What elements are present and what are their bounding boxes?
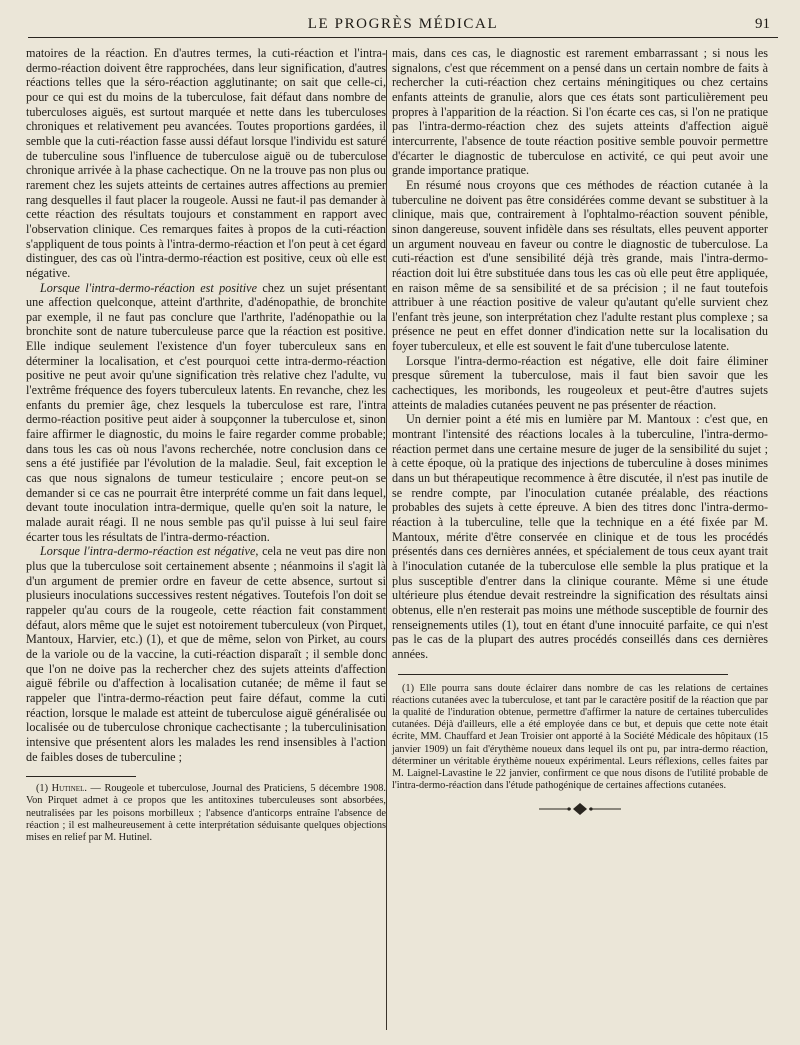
left-footnote-number: (1) (36, 783, 52, 795)
right-paragraph-2: En résumé nous croyons que ces méthodes de réaction cutanée à la tuberculine ne doivent pas être considérées comme devant se substituer à la clinique, mais que, contrairement à l'ophtalmo-réaction souvent pénible, sinon dangereuse, souvent infidèle dans ses résultats, elles peuvent apporter un argument nouveau en faveur ou contre le diagnostic de tuberculose. La cuti-réaction est d'une sensibilité déjà très grande, mais l'intra-dermo-réaction doit lui être substituée dans tous les cas où elle peut être appliquée, en raison même de sa sensibilité et de sa précision ; il ne faut toutefois attribuer à une réaction positive de valeur qu'autant qu'elle survient chez l'enfant très jeune, son interprétation chez l'adulte restant plus complexe ; sa présence ne peut en effet donner d'indication nette sur la localisation du foyer tuberculeux, et elle est souvent le fait d'une tuberculose latente. (392, 177, 768, 354)
header-rule (28, 37, 778, 38)
ornament-icon (392, 802, 768, 821)
left-footnote (26, 783, 386, 844)
running-header (28, 14, 778, 38)
right-footnote: (1) Elle pourra sans doute éclairer dans nombre de cas les relations de certaines réactions cutanées avec la tuberculose, et tant par le caractère positif de la réaction que par la qualité de l'induration obtenue, permettre d'affirmer la nature de certaines tuberculides cutanées. Déjà d'ailleurs, elle a été employée dans ce but, et depuis que cette note était écrite, MM. Chauffard et Jean Troisier ont apporté à la Société Médicale des hôpitaux (15 janvier 1909) un fait d'érythème noueux dans lequel ils ont pu, par intra-dermo réaction, déterminer un véritable érythème noueux expérimental. Leurs réflexions, celles faites par M. Laignel-Lavastine le 22 janvier, confirment ce que nous disons de l'utilité probable de l'intra-dermo-réaction dans l'étude pathogénique de certaines affections cutanées. (392, 682, 768, 792)
right-paragraph-4: Un dernier point a été mis en lumière par M. Mantoux : c'est que, en montrant l'intensité des réactions locales à la tuberculine, l'intra-dermo-réaction permet dans une certaine mesure de juger de la sensibilité du sujet ; à cette époque, où la pratique des injections de tuberculine à doses minimes dans un but thérapeutique recommence à être discutée, il n'est pas inutile de se rendre compte, par l'inoculation cutanée préalable, des réactions probables des sujets à cette épreuve. A bien des titres donc l'intra-dermo-réaction à la tuberculine, telle que la technique en a été fixée par M. Mantoux, mérite d'être conservée en clinique et de tous les procédés présentés dans ces dernières années, et spécialement de tous ceux ayant trait à l'inoculation cutanée de la tuberculose elle semble la plus pratique et la plus susceptible d'entrer dans la clinique courante. Même si une étude ultérieure plus étendue devait restreindre la signification des résultats ainsi obtenus, elle n'en resterait pas moins une méthode susceptible de fournir des renseignements utiles (1), tout en étant d'une innocuité parfaite, ce qui n'est pas le cas de la plupart des autres procédés conseillés dans ces dernières années. (392, 412, 768, 661)
column-divider (386, 50, 387, 1030)
left-paragraph-3-lead: Lorsque l'intra-dermo-réaction est négative (40, 544, 256, 559)
left-footnote-text: — Rougeole et tuberculose, Journal des Praticiens, 5 décembre 1908. Von Pirquet admet à ce propos que les antitoxines tuberculeuses sont absorbées, neutralisées par les poisons morbilleux ; l'absence d'anticorps entraîne l'absence de réaction ; il est malheureusement à cette interprétation séduisante quelques objections mises en relief par M. Hutinel. (26, 783, 386, 843)
left-footnote-rule (26, 776, 136, 777)
left-paragraph-2 (26, 281, 386, 545)
page-number: 91 (755, 16, 770, 32)
left-paragraph-2-lead: Lorsque l'intra-dermo-réaction est positive (40, 280, 257, 295)
left-paragraph-3 (26, 544, 386, 764)
left-paragraph-2-text: chez un sujet présentant une affection quelconque, atteint d'arthrite, d'adénopathie, de bronchite par exemple, il ne faut pas conclure que l'arthrite, l'adénopathie ou la bronchite sont de nature tuberculeuse parce que la réaction est positive. Elle indique seulement l'existence d'un foyer tuberculeux sans en déterminer la localisation, et c'est pourquoi cette intra-dermo-réaction positive ne peut avoir qu'une signification très relative chez l'adulte, vu l'extrême fréquence des foyers tuberculeux latents. En revanche, chez les enfants du premier âge, chez lesquels la tuberculose est rare, l'intra dermo-réaction positive peut aider à soupçonner la tuberculose et, sinon faire affirmer le diagnostic, du moins le faire regarder comme probable; dans tous les cas où nous l'avons recherchée, notre conclusion dans ce sens a été justifiée par l'évolution de la maladie. Seul, fait exception le cas que nous signalons de tumeur testiculaire ; encore peut-on se demander si ce cas ne pourrait être interprété comme un fait dans lequel, devant toute inoculation intra-dermique, quelle qu'en soit la nature, le malade aurait réagi. Il ne nous semble pas qu'il puisse à lui seul faire écarter tous les résultats de l'intra-dermo-réaction. (26, 280, 386, 544)
right-paragraph-1: mais, dans ces cas, le diagnostic est rarement embarrassant ; si nous les signalons, c'est que récemment on a pensé dans un certain nombre de faits à rechercher la cuti-réaction chez certains méningitiques ou chez certains enfants atteints de granulie, alors que ces états sont particulièrement peu propres à l'apparition de la réaction. Si l'on écarte ces cas, si l'on ne pratique pas l'intra-dermo-réaction chez des sujets atteints d'affection aiguë intercurrente, l'absence de toute réaction positive semble pouvoir permettre d'écarter le diagnostic de tuberculose en activité, ce qui peut avoir une grande importance pratique. (392, 46, 768, 178)
right-footnote-rule (398, 674, 728, 675)
left-column (26, 46, 386, 1036)
left-paragraph-3-text: , cela ne veut pas dire non plus que la tuberculose soit certainement absente ; néanmoins il s'agit là d'un argument de premier ordre en faveur de cette absence, surtout si plusieurs inoculations successives restent négatives. Toutefois l'on doit se rappeler qu'au cours de la rougeole, cette réaction fait constamment défaut, alors même que le sujet est notoirement tuberculeux (von Pirquet, Mantoux, Harvier, etc.) (1), et que de même, selon von Pirket, au cours de la variole ou de la vaccine, la cuti-réaction disparaît ; il semble donc que l'on ne doive pas la rechercher chez des sujets atteints d'affection aiguë fébrile ou d'affection à localisation cutanée; de même il faut se rappeler que l'intra-dermo-réaction peut faire défaut, comme la cuti réaction, lorsque le malade est atteint de tuberculose aiguë généralisée ou localisée ou de tuberculose chronique cachectisante ; la tuberculinisation intensive que présentent alors les malades les rend insensibles à l'action de faibles doses de tuberculine ; (26, 544, 387, 764)
left-footnote-author: Hutinel. (51, 783, 87, 795)
journal-title: LE PROGRÈS MÉDICAL (307, 16, 499, 32)
right-paragraph-3: Lorsque l'intra-dermo-réaction est négative, elle doit faire éliminer presque sûrement la tuberculose, mais il faut bien savoir que les cachectiques, les moribonds, les rougeoleux et peut-être d'autres sujets atteints de maladies cutanées peuvent ne pas présenter de réaction. (392, 353, 768, 412)
right-column (392, 46, 768, 1036)
left-paragraph-1: matoires de la réaction. En d'autres termes, la cuti-réaction et l'intra-dermo-réaction doivent être rapprochées, dans leur signification, d'autres réactions telles que la séro-réaction agglutinante; on sait que celle-ci, pour ce qui est du moins de la tuberculose, fait défaut dans nombre de tuberculoses aiguës, est surtout marquée et nette dans les tuberculoses chroniques et relativement peu avancées. Toutes proportions gardées, il semble que la cuti-réaction fasse aussi défaut lorsque l'individu est saturé de tuberculine sous l'influence de tuberculose aiguë ou de tuberculose chronique arrivée à la phase cachectique. On ne la trouve pas non plus ou rarement chez les sujets atteints de certaines autres affections au premier rang desquelles il faut placer la rougeole. Aussi ne faut-il pas demander à cette réaction des résultats toujours et constamment en rapport avec l'observation clinique. Ces remarques faites à propos de la cuti-réaction s'appliquent de tous points à l'intra-dermo-réaction et l'on peut à cet égard distinguer, des cas où l'intra-dermo-réaction est positive, ceux où elle est négative. (26, 46, 386, 280)
